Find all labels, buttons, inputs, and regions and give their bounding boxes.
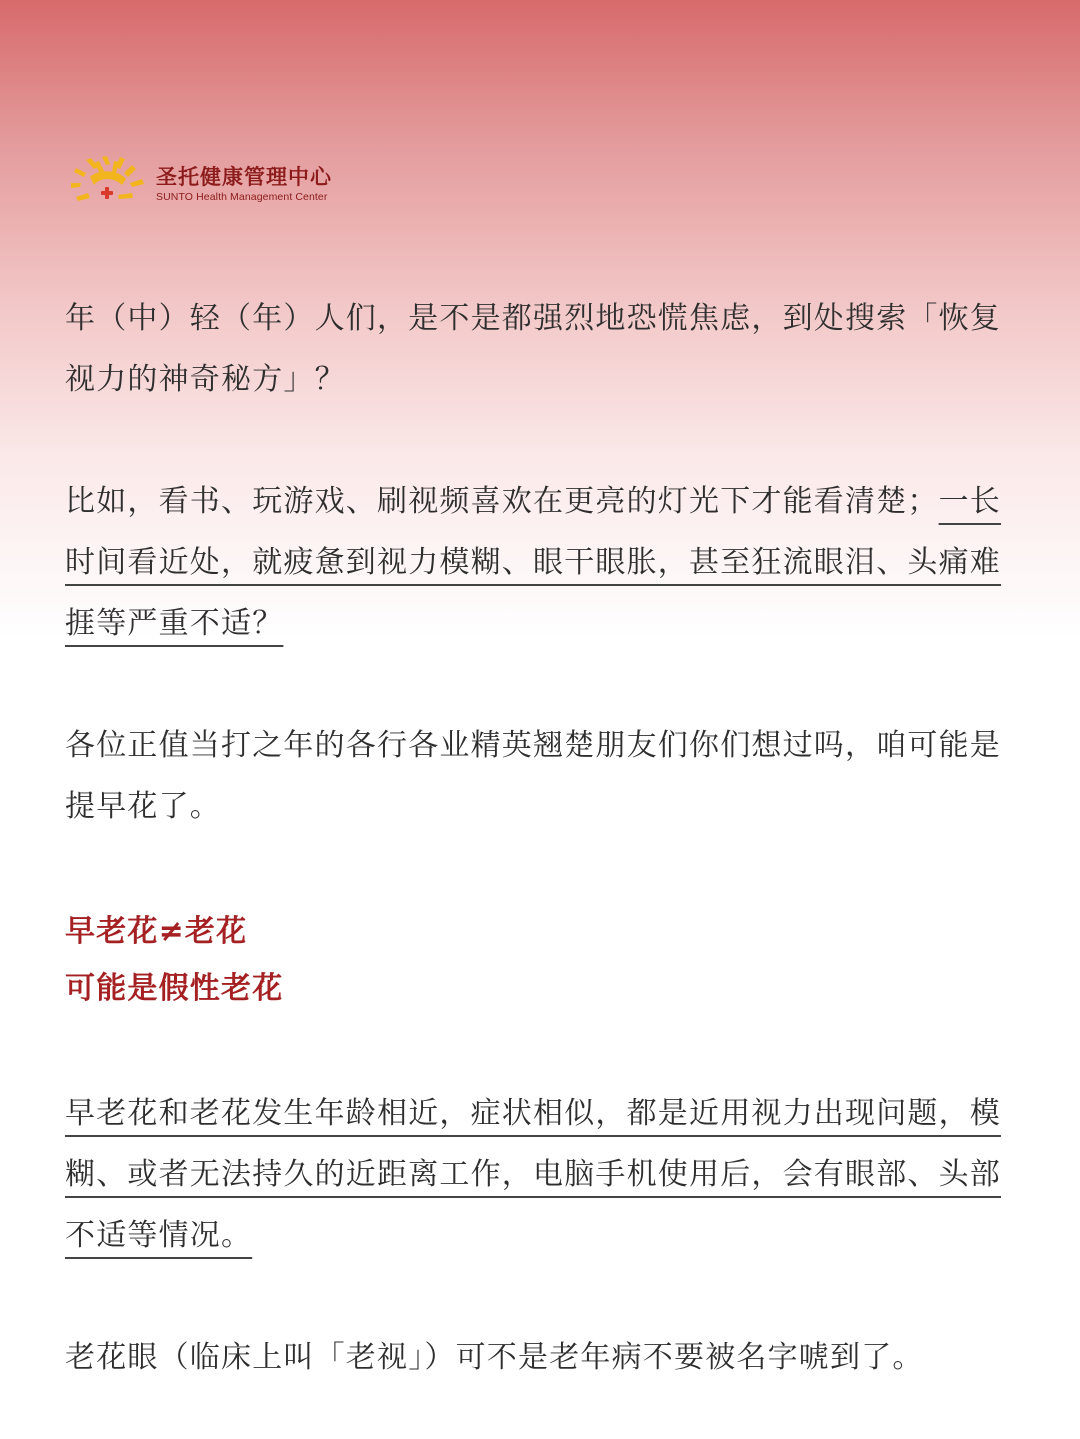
sun-cross-logo-icon (70, 155, 146, 213)
heading-pseudo-presbyopia: 可能是假性老花 (65, 971, 284, 1006)
symptoms-underlined-text: 一长时间看近处，就疲惫到视力模糊、眼干眼胀，甚至狂流眼泪、头痛难捱等严重不适？ (65, 484, 1002, 641)
brand-name-cn: 圣托健康管理中心 (156, 165, 332, 189)
brand-text-block (156, 164, 332, 204)
article-body (65, 288, 1030, 1388)
paragraph-comparison (65, 1083, 1030, 1266)
symptoms-plain-text: 比如，看书、玩游戏、刷视频喜欢在更亮的灯光下才能看清楚； (65, 484, 939, 519)
paragraph-intro: 年（中）轻（年）人们，是不是都强烈地恐慌焦虑，到处搜索「恢复视力的神奇秘方」？ (65, 301, 1001, 397)
paragraph-closing: 老花眼（临床上叫「老视」）可不是老年病不要被名字唬到了。 (65, 1340, 924, 1375)
paragraph-question: 各位正值当打之年的各行各业精英翘楚朋友们你们想过吗，咱可能是提早花了。 (65, 728, 1001, 824)
heading-early-presbyopia: 早老花≠老花 (65, 914, 248, 949)
comparison-underlined-text: 早老花和老花发生年龄相近，症状相似，都是近用视力出现问题，模糊、或者无法持久的近距离工作，电脑手机使用后，会有眼部、头部不适等情况。 (65, 1096, 1001, 1253)
brand-name-en: SUNTO Health Management Center (156, 191, 328, 203)
paragraph-symptoms (65, 471, 1030, 654)
brand-logo (70, 155, 332, 213)
